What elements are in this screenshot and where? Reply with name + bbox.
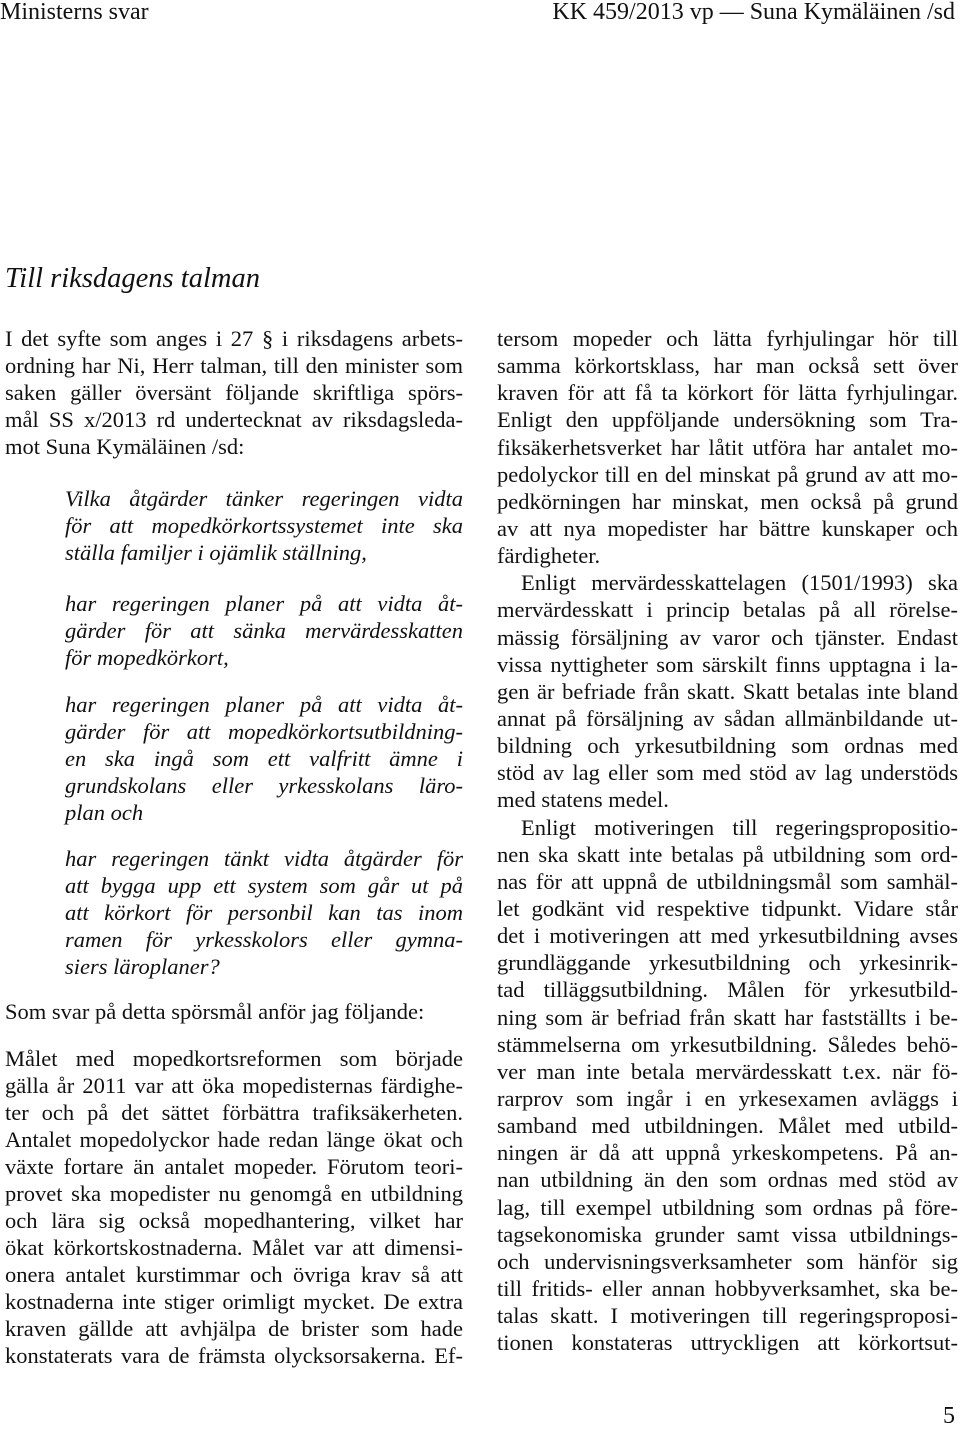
text-line: en ska ingå som ett valfritt ämne i — [65, 746, 463, 771]
text-line: gärder för att sänka mervärdesskatten — [65, 618, 463, 643]
text-line: av att nya mopedister har bättre kunskaper och — [497, 515, 958, 541]
text-line: samma körkortsklass, har man också sett över — [497, 353, 958, 379]
text-line: konstaterats vara de främsta olycksorsakerna. Ef- — [5, 1343, 463, 1368]
text-line: Målet med mopedkortsreformen som började — [5, 1046, 463, 1071]
text-line: växte fortare än antalet mopeder. Förutom teori- — [5, 1154, 463, 1179]
text-line: Enligt mervärdesskattelagen (1501/1993) ska — [521, 570, 958, 596]
text-line: nas för att uppnå de utbildningsmål som samhäl- — [497, 868, 958, 894]
text-line: kraven gällde att avhjälpa de brister som hade — [5, 1316, 463, 1341]
text-line: för mopedkörkort, — [65, 645, 229, 670]
text-line: grundskolans eller yrkesskolans läro- — [65, 773, 463, 798]
answer-intro — [5, 998, 463, 1025]
text-line: har regeringen planer på att vidta åt- — [65, 591, 463, 616]
text-line: för att mopedkörkortssystemet inte ska — [65, 513, 463, 538]
text-line: Som svar på detta spörsmål anför jag följande: — [5, 999, 425, 1024]
text-line: ter och på det sättet förbättra trafiksäkerheten. — [5, 1100, 463, 1125]
text-line: mot Suna Kymäläinen /sd: — [5, 434, 245, 459]
text-line: I det syfte som anges i 27 § i riksdagens arbets- — [5, 326, 463, 351]
text-line: Vilka åtgärder tänker regeringen vidta — [65, 486, 463, 511]
text-line: och lära sig också mopedhantering, vilket har — [5, 1208, 463, 1233]
text-line: ningen är då att uppnå yrkeskompetens. På an- — [497, 1140, 958, 1166]
question-paragraph-4 — [65, 845, 463, 980]
text-line: grundläggande yrkesutbildning och yrkesinrik- — [497, 950, 958, 976]
text-line: talas skatt. I motiveringen till regeringsproposi- — [497, 1303, 958, 1329]
text-line: Antalet mopedolyckor hade redan länge ökat och — [5, 1127, 463, 1152]
text-line: samband med utbildningen. Målet med utbild- — [497, 1113, 958, 1139]
text-line: provet ska mopedister nu genomgå en utbildning — [5, 1181, 463, 1206]
text-line: plan och — [65, 800, 144, 825]
text-line: Enligt den uppföljande undersökning som Tra- — [497, 407, 958, 433]
page-number: 5 — [943, 1403, 955, 1429]
text-line: gälla år 2011 var att öka mopedisternas färdighe- — [5, 1073, 463, 1098]
text-line: annat på försäljning av sådan allmänbildande ut- — [497, 705, 958, 731]
text-line: pedolyckor till en del minskat på grund av att mo- — [497, 461, 958, 487]
text-line: rarprov som ingår i en yrkesexamen avläggs i — [497, 1085, 958, 1111]
text-line: till fritids- eller annan hobbyverksamhet, ska be- — [497, 1275, 958, 1301]
text-line: har regeringen planer på att vidta åt- — [65, 692, 463, 717]
text-line: kraven för att få ta körkort för lätta fyrhjulingar. — [497, 380, 958, 406]
text-line: lag, till exempel utbildning som ordnas på före- — [497, 1194, 958, 1220]
text-line: mässig försäljning av varor och tjänster. Endast — [497, 624, 958, 650]
text-line: ver man inte betala mervärdesskatt t.ex. när fö- — [497, 1058, 958, 1084]
right-paragraph-2 — [497, 569, 958, 813]
running-header-left: Ministerns svar — [0, 0, 149, 25]
right-paragraph-3 — [497, 814, 958, 1357]
question-paragraph-2 — [65, 590, 463, 671]
question-paragraph-3 — [65, 691, 463, 826]
text-line: tad tilläggsutbildning. Målen för yrkesutbild- — [497, 977, 958, 1003]
text-line: gärder för att mopedkörkortsutbildning- — [65, 719, 463, 744]
text-line: tagsekonomiska grunder samt vissa utbildnings- — [497, 1221, 958, 1247]
text-line: färdigheter. — [497, 543, 601, 569]
text-line: bildning och yrkesutbildning som ordnas med — [497, 733, 958, 759]
intro-paragraph — [5, 325, 463, 460]
text-line: ordning har Ni, Herr talman, till den minister som — [5, 353, 463, 378]
text-line: att bygga upp ett system som går ut på — [65, 873, 463, 898]
text-line: onera antalet kurstimmar och övriga krav så att — [5, 1262, 463, 1287]
text-line: tersom mopeder och lätta fyrhjulingar hör till — [497, 326, 958, 351]
text-line: vissa nyttigheter som särskilt finns upptagna i la- — [497, 651, 958, 677]
text-line: ning som är befriad från skatt har fastställts i be- — [497, 1004, 958, 1030]
right-paragraph-1 — [497, 325, 958, 569]
page-title: Till riksdagens talman — [5, 263, 260, 294]
text-line: mervärdesskatt i princip betalas på all rörelse- — [497, 597, 958, 623]
text-line: och undervisningsverksamheter som hänför sig — [497, 1248, 958, 1274]
text-line: det i motiveringen att med yrkesutbildning avses — [497, 923, 958, 949]
answer-paragraph — [5, 1045, 463, 1369]
text-line: let godkänt vid respektive tidpunkt. Vidare står — [497, 895, 958, 921]
text-line: ramen för yrkesskolors eller gymna- — [65, 927, 463, 952]
right-column — [497, 325, 958, 1356]
text-line: ställa familjer i ojämlik ställning, — [65, 540, 367, 565]
text-line: att körkort för personbil kan tas inom — [65, 900, 463, 925]
text-line: tionen konstateras uttryckligen att körkortsut- — [497, 1330, 958, 1356]
text-line: siers läroplaner? — [65, 954, 220, 979]
text-line: nan utbildning än den som ordnas med stöd av — [497, 1167, 958, 1193]
text-line: pedkörningen har minskat, men också på grund — [497, 488, 958, 514]
text-line: nen ska skatt inte betalas på utbildning som ord- — [497, 841, 958, 867]
text-line: gen är befriade från skatt. Skatt betalas inte bland — [497, 678, 958, 704]
running-header-right: KK 459/2013 vp — Suna Kymäläinen /sd — [552, 0, 955, 25]
text-line: kostnaderna inte stiger orimligt mycket. De extra — [5, 1289, 463, 1314]
text-line: mål SS x/2013 rd undertecknat av riksdagsleda- — [5, 407, 463, 432]
text-line: fiksäkerhetsverket har låtit utföra har antalet mo- — [497, 434, 958, 460]
text-line: saken gäller översänt följande skriftliga spörs- — [5, 380, 463, 405]
text-line: med statens medel. — [497, 787, 669, 813]
question-paragraph-1 — [65, 485, 463, 566]
text-line: stämmelserna om yrkesutbildning. Således behö- — [497, 1031, 958, 1057]
text-line: stöd av lag eller som med stöd av lag understöds — [497, 760, 958, 786]
text-line: ökat körkortskostnaderna. Målet var att dimensi- — [5, 1235, 463, 1260]
text-line: har regeringen tänkt vidta åtgärder för — [65, 846, 463, 871]
text-line: Enligt motiveringen till regeringspropositio- — [521, 814, 958, 840]
